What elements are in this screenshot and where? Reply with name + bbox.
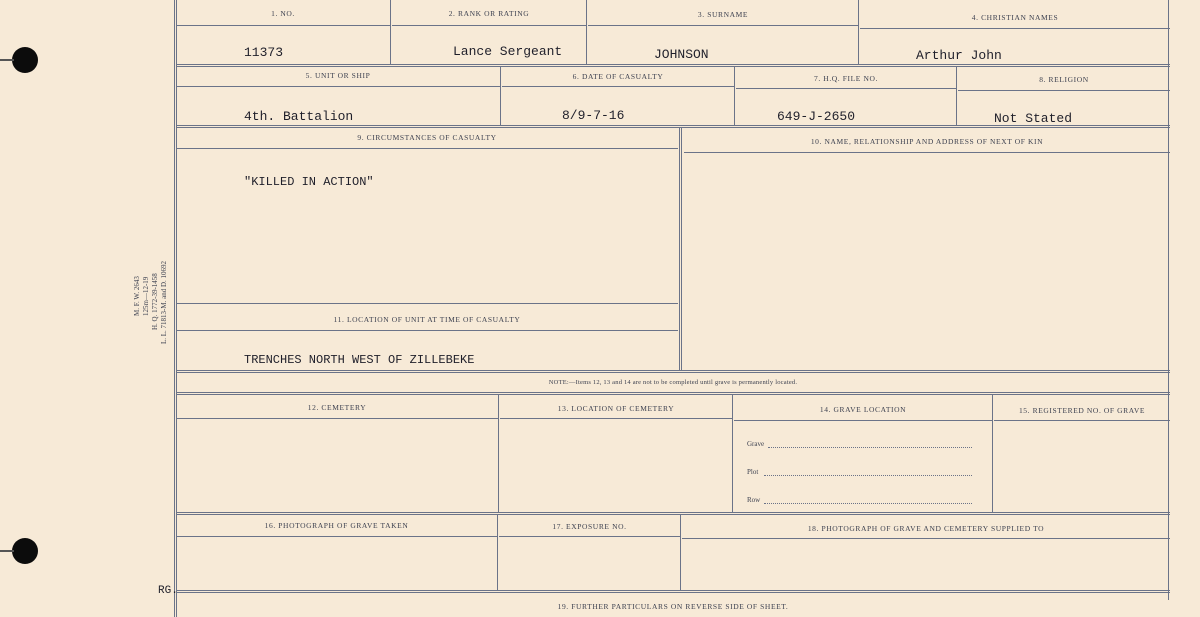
- value-location: TRENCHES NORTH WEST OF ZILLEBEKE: [244, 353, 475, 367]
- value-rank: Lance Sergeant: [453, 44, 563, 59]
- rule: [588, 25, 858, 26]
- footer-mark: RG.: [158, 585, 178, 597]
- side-print-text: L. L. 71813-M. and D. 10692: [160, 260, 168, 344]
- grave-field-line: [768, 447, 972, 448]
- value-circumstances: "KILLED IN ACTION": [244, 175, 374, 189]
- row-separator: [176, 125, 1170, 128]
- value-surname: JOHNSON: [654, 47, 709, 62]
- rule: [176, 25, 390, 26]
- divider: [732, 394, 733, 512]
- rule: [684, 152, 1170, 153]
- value-christian-names: Arthur John: [916, 48, 1002, 63]
- field-label-next-of-kin: 10. NAME, RELATIONSHIP AND ADDRESS OF NEXT OF KIN: [810, 137, 1044, 146]
- field-label-photo-supplied: 18. PHOTOGRAPH OF GRAVE AND CEMETERY SUPPLIED TO: [807, 524, 1045, 533]
- side-print-text: 125m—12-19: [142, 276, 150, 316]
- rule: [736, 88, 956, 89]
- row-separator: [176, 370, 1170, 373]
- rule: [958, 90, 1170, 91]
- plot-field-label: Plot: [747, 468, 759, 476]
- value-religion: Not Stated: [994, 111, 1073, 126]
- value-hq-file: 649-J-2650: [777, 109, 856, 124]
- field-label-religion: 8. RELIGION: [1039, 75, 1089, 84]
- punch-hole-bottom: [12, 538, 38, 564]
- field-label-cemetery-location: 13. LOCATION OF CEMETERY: [557, 404, 675, 413]
- divider: [500, 66, 501, 125]
- row-separator: [176, 590, 1170, 593]
- field-label-further-particulars: 19. FURTHER PARTICULARS ON REVERSE SIDE OF SHEET.: [557, 602, 789, 611]
- field-label-registered-no: 15. REGISTERED NO. OF GRAVE: [1018, 406, 1146, 415]
- value-service-no: 11373: [244, 45, 284, 60]
- field-label-surname: 3. SURNAME: [697, 10, 749, 19]
- field-label-circumstances: 9. CIRCUMSTANCES OF CASUALTY: [357, 133, 497, 142]
- rule: [392, 25, 586, 26]
- divider: [498, 394, 499, 512]
- side-print-text: M. F. W. 2643: [133, 276, 141, 316]
- field-label-rank: 2. RANK OR RATING: [448, 9, 530, 18]
- rule: [994, 420, 1170, 421]
- row-separator: [176, 392, 1170, 395]
- rule: [734, 420, 992, 421]
- divider: [497, 514, 498, 590]
- punch-hole-tail: [0, 59, 14, 61]
- row-field-label: Row: [747, 496, 761, 504]
- rule: [860, 28, 1170, 29]
- note-text: NOTE:—Items 12, 13 and 14 are not to be completed until grave is permanently located.: [548, 379, 798, 386]
- field-label-hq-file: 7. H.Q. FILE NO.: [814, 74, 878, 83]
- field-label-grave-location: 14. GRAVE LOCATION: [819, 405, 907, 414]
- divider: [586, 0, 587, 64]
- rule: [499, 536, 680, 537]
- rule: [176, 418, 498, 419]
- punch-hole-tail: [0, 550, 14, 552]
- plot-field-line: [764, 475, 972, 476]
- value-date: 8/9-7-16: [562, 108, 625, 123]
- rule: [176, 536, 497, 537]
- side-print-text: H. Q. 1772-39-1458: [151, 273, 159, 330]
- rule: [500, 418, 732, 419]
- rule: [682, 538, 1170, 539]
- row-separator: [176, 512, 1170, 515]
- divider: [679, 127, 682, 370]
- divider: [992, 394, 993, 512]
- field-label-photo-taken: 16. PHOTOGRAPH OF GRAVE TAKEN: [264, 521, 409, 530]
- field-label-cemetery: 12. CEMETERY: [307, 403, 367, 412]
- divider: [734, 66, 735, 125]
- rule: [176, 303, 678, 304]
- field-label-no: 1. NO.: [271, 9, 295, 18]
- rule: [176, 86, 500, 87]
- field-label-christian-names: 4. CHRISTIAN NAMES: [971, 13, 1059, 22]
- value-unit: 4th. Battalion: [244, 109, 354, 124]
- divider: [680, 514, 681, 590]
- grave-field-label: Grave: [747, 440, 765, 448]
- row-field-line: [764, 503, 972, 504]
- divider: [858, 0, 859, 64]
- field-label-location: 11. LOCATION OF UNIT AT TIME OF CASUALTY: [333, 315, 521, 324]
- rule: [502, 86, 734, 87]
- punch-hole-top: [12, 47, 38, 73]
- field-label-unit: 5. UNIT OR SHIP: [305, 71, 371, 80]
- divider: [956, 66, 957, 125]
- rule: [176, 148, 678, 149]
- rule: [176, 330, 678, 331]
- field-label-date: 6. DATE OF CASUALTY: [572, 72, 664, 81]
- divider: [390, 0, 391, 64]
- field-label-exposure: 17. EXPOSURE NO.: [552, 522, 627, 531]
- row-separator: [176, 64, 1170, 67]
